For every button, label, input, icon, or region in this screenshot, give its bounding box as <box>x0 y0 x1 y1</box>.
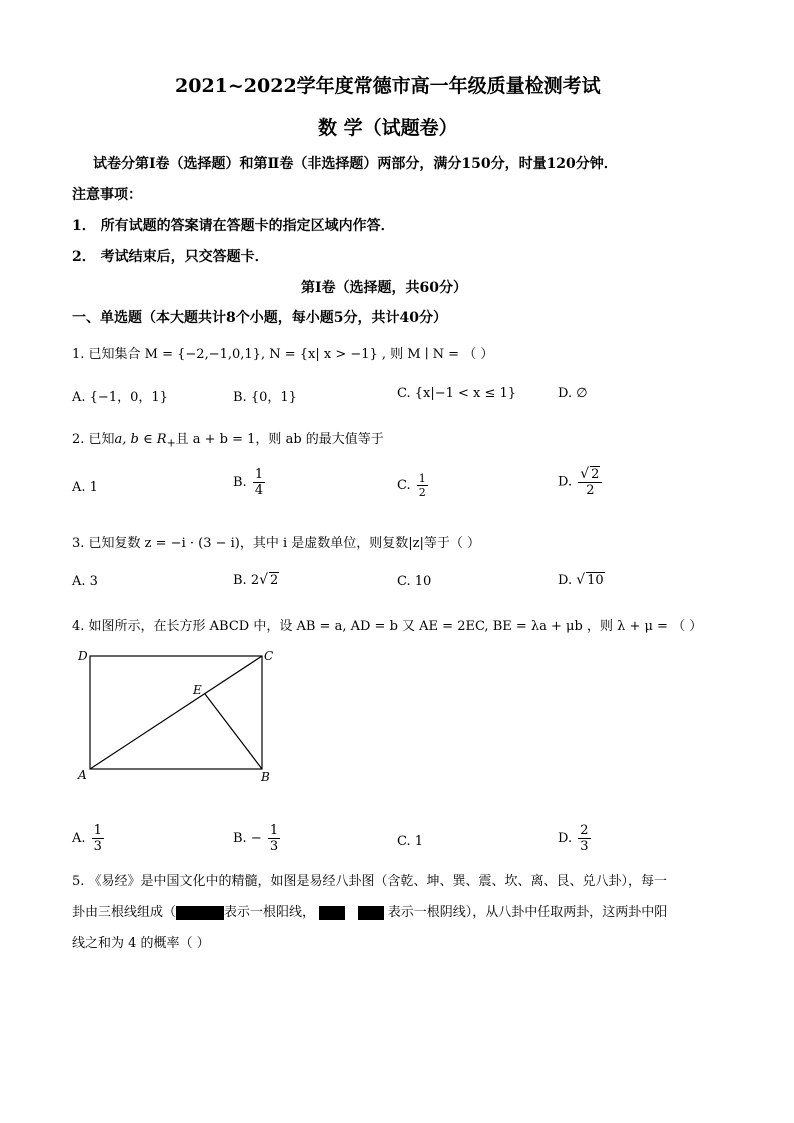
fraction-numerator: 1 <box>269 823 279 838</box>
section-heading: 一、单选题（本大题共计8个小题，每小题5分，共计40分） <box>72 310 447 326</box>
q2-option-a: A. 1 <box>72 480 98 495</box>
q4-option-d-label: D. <box>558 831 573 846</box>
fraction-denominator: 3 <box>93 839 102 854</box>
q2-stem-sub: + <box>166 436 176 450</box>
sqrt-symbol: √ <box>259 572 269 588</box>
question-4-stem: 4. 如图所示，在长方形 ABCD 中，设 AB = a, AD = b 又 AE = 2EC, BE = λa + μb ，则 λ + μ = （ ） <box>72 619 703 634</box>
q5-line2-pre: 卦由三根线组成（ <box>72 905 177 920</box>
question-5-line-2 <box>72 901 667 920</box>
question-3-stem: 3. 已知复数 z = −i · (3 − i)，其中 i 是虚数单位，则复数|z|等于（ ） <box>72 536 481 551</box>
q2-stem-post: 且 a + b = 1，则 ab 的最大值等于 <box>175 432 384 447</box>
part-title: 第Ⅰ卷（选择题，共60分） <box>301 280 468 296</box>
radicand: 10 <box>587 573 604 588</box>
q3-option-b <box>233 572 279 588</box>
q5-line2-post: 表示一根阴线），从八卦中任取两卦，这两卦中阳 <box>387 905 668 920</box>
q2-option-c <box>397 472 430 499</box>
fraction-denominator: 3 <box>269 839 279 854</box>
fraction-denominator: 4 <box>254 483 264 498</box>
q2-option-d-label: D. <box>558 474 573 490</box>
sqrt-symbol: √ <box>576 572 586 588</box>
q2-stem-pre: 2. 已知 <box>72 432 115 447</box>
q4-option-b-label: B. − <box>233 831 262 846</box>
q5-line2-mid: 表示一根阳线， <box>224 905 316 920</box>
notice-item-2: 2． 考试结束后，只交答题卡． <box>72 249 269 265</box>
q1-option-c: C. {x|−1 < x ≤ 1} <box>397 386 517 401</box>
vertex-label-b: B <box>261 770 270 784</box>
q1-option-b: B. {0，1} <box>233 390 297 405</box>
q4-option-c: C. 1 <box>397 834 424 849</box>
q2-option-d <box>558 466 604 498</box>
q2-option-d-fraction <box>578 466 602 498</box>
q2-option-b-fraction <box>253 467 265 498</box>
notice-item-1: 1． 所有试题的答案请在答题卡的指定区域内作答． <box>72 218 395 234</box>
vertex-label-d: D <box>78 649 88 663</box>
fraction-numerator: 1 <box>93 823 102 838</box>
q2-stem-math: a, b ∈ R <box>114 432 167 447</box>
yin-line-left-icon <box>319 906 345 920</box>
fraction-denominator: 2 <box>586 483 595 498</box>
question-2-stem <box>72 428 384 450</box>
q2-option-c-label: C. <box>397 478 411 493</box>
yin-line-right-icon <box>358 906 384 920</box>
q2-option-b-label: B. <box>233 475 247 490</box>
q1-option-a: A. {−1，0，1} <box>72 390 168 405</box>
q3-option-c: C. 10 <box>397 574 432 589</box>
q3-option-d-label: D. <box>558 573 573 588</box>
q3-option-b-label: B. 2 <box>233 573 260 588</box>
q4-option-a-fraction <box>92 823 104 854</box>
fraction-denominator: 3 <box>580 839 589 854</box>
segment-be <box>205 694 262 769</box>
vertex-label-a: A <box>78 768 87 782</box>
exam-subtitle: 数 学（试题卷） <box>318 117 458 139</box>
notice-title: 注意事项： <box>72 187 142 203</box>
fraction-numerator: 1 <box>254 467 264 482</box>
fraction-denominator: 2 <box>418 486 426 499</box>
q2-option-b <box>233 467 267 498</box>
question-5-line-1: 5. 《易经》是中国文化中的精髓，如图是易经八卦图（含乾、坤、巽、震、坎、离、艮、兑八卦），每一 <box>72 874 668 889</box>
radicand: 2 <box>591 467 600 482</box>
q3-option-d <box>558 572 605 588</box>
exam-intro: 试卷分第Ⅰ卷（选择题）和第Ⅱ卷（非选择题）两部分，满分150分，时量120分钟． <box>93 156 618 172</box>
q2-option-c-fraction <box>417 472 428 499</box>
q4-option-a <box>72 823 106 854</box>
q3-option-a: A. 3 <box>72 574 98 589</box>
q4-option-b <box>233 823 282 854</box>
vertex-label-c: C <box>264 649 274 663</box>
fraction-numerator: 2 <box>580 823 589 838</box>
vertex-label-e: E <box>193 683 202 697</box>
question-5-line-3: 线之和为 4 的概率（ ） <box>72 936 210 951</box>
yang-line-icon <box>176 906 224 920</box>
question-1-stem: 1. 已知集合 M = {−2,−1,0,1}, N = {x| x > −1} , 则 M ∣ N = （ ） <box>72 347 494 362</box>
sqrt-symbol: √ <box>580 466 590 482</box>
fraction-numerator: 1 <box>418 472 426 485</box>
exam-title: 2021~2022学年度常德市高一年级质量检测考试 <box>175 75 601 97</box>
q1-option-d: D. ∅ <box>558 386 588 401</box>
q4-option-d <box>558 823 593 854</box>
fraction-numerator <box>578 466 602 483</box>
segment-ac <box>90 656 262 769</box>
q4-option-d-fraction <box>578 823 590 854</box>
rectangle-abcd-figure <box>70 645 285 785</box>
q4-option-a-label: A. <box>72 831 86 846</box>
radicand: 2 <box>270 573 279 588</box>
q4-option-b-fraction <box>268 823 280 854</box>
